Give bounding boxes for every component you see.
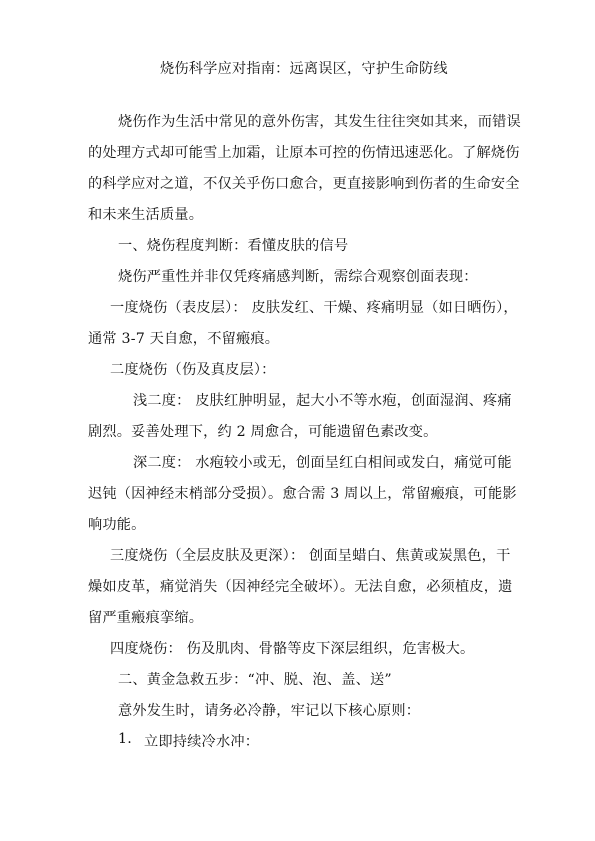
degree4-line: 四度烧伤： 伤及肌肉、骨骼等皮下深层组织，危害极大。 — [110, 641, 475, 657]
section1-heading: 一、烧伤程度判断：看懂皮肤的信号 — [118, 238, 349, 254]
intro-line-3: 的科学应对之道，不仅关乎伤口愈合，更直接影响到伤者的生命安全 — [88, 176, 520, 192]
degree3-line-1: 三度烧伤（全层皮肤及更深）： 创面呈蜡白、焦黄或炭黑色，干 — [110, 548, 511, 564]
section2-lead: 意外发生时，请务必冷静，牢记以下核心原则： — [118, 703, 421, 719]
list-item-1-text: 立即持续冷水冲： — [144, 734, 260, 750]
shallow-line-2: 剧烈。妥善处理下，约 2 周愈合，可能遗留色素改变。 — [88, 424, 438, 440]
document-title: 烧伤科学应对指南：远离误区，守护生命防线 — [160, 61, 448, 77]
deep-line-2: 迟钝（因神经末梢部分受损）。愈合需 3 周以上，常留瘢痕，可能影 — [88, 486, 517, 502]
degree1-line-2: 通常 3-7 天自愈，不留瘢痕。 — [88, 331, 280, 347]
section1-lead: 烧伤严重性并非仅凭疼痛感判断，需综合观察创面表现： — [118, 269, 478, 285]
list-number-1: 1. — [118, 731, 132, 747]
section2-heading: 二、黄金急救五步：“冲、脱、泡、盖、送” — [118, 672, 392, 688]
deep-line-1: 深二度： 水疱较小或无，创面呈红白相间或发白，痛觉可能 — [133, 455, 512, 471]
intro-line-2: 的处理方式却可能雪上加霜，让原本可控的伤情迅速恶化。了解烧伤 — [88, 145, 520, 161]
degree3-line-2: 燥如皮革，痛觉消失（因神经完全破坏）。无法自愈，必须植皮，遗 — [88, 579, 513, 595]
shallow-line-1: 浅二度： 皮肤红肿明显，起大小不等水疱，创面湿润、疼痛 — [133, 393, 512, 409]
degree3-line-3: 留严重瘢痕挛缩。 — [88, 610, 204, 626]
intro-line-1: 烧伤作为生活中常见的意外伤害，其发生往往突如其来，而错误 — [118, 114, 521, 130]
intro-line-4: 和未来生活质量。 — [88, 207, 204, 223]
degree1-line-1: 一度烧伤（表皮层）： 皮肤发红、干燥、疼痛明显（如日晒伤）， — [110, 300, 518, 316]
degree2-heading: 二度烧伤（伤及真皮层）： — [110, 362, 276, 378]
deep-line-3: 响功能。 — [88, 517, 146, 533]
